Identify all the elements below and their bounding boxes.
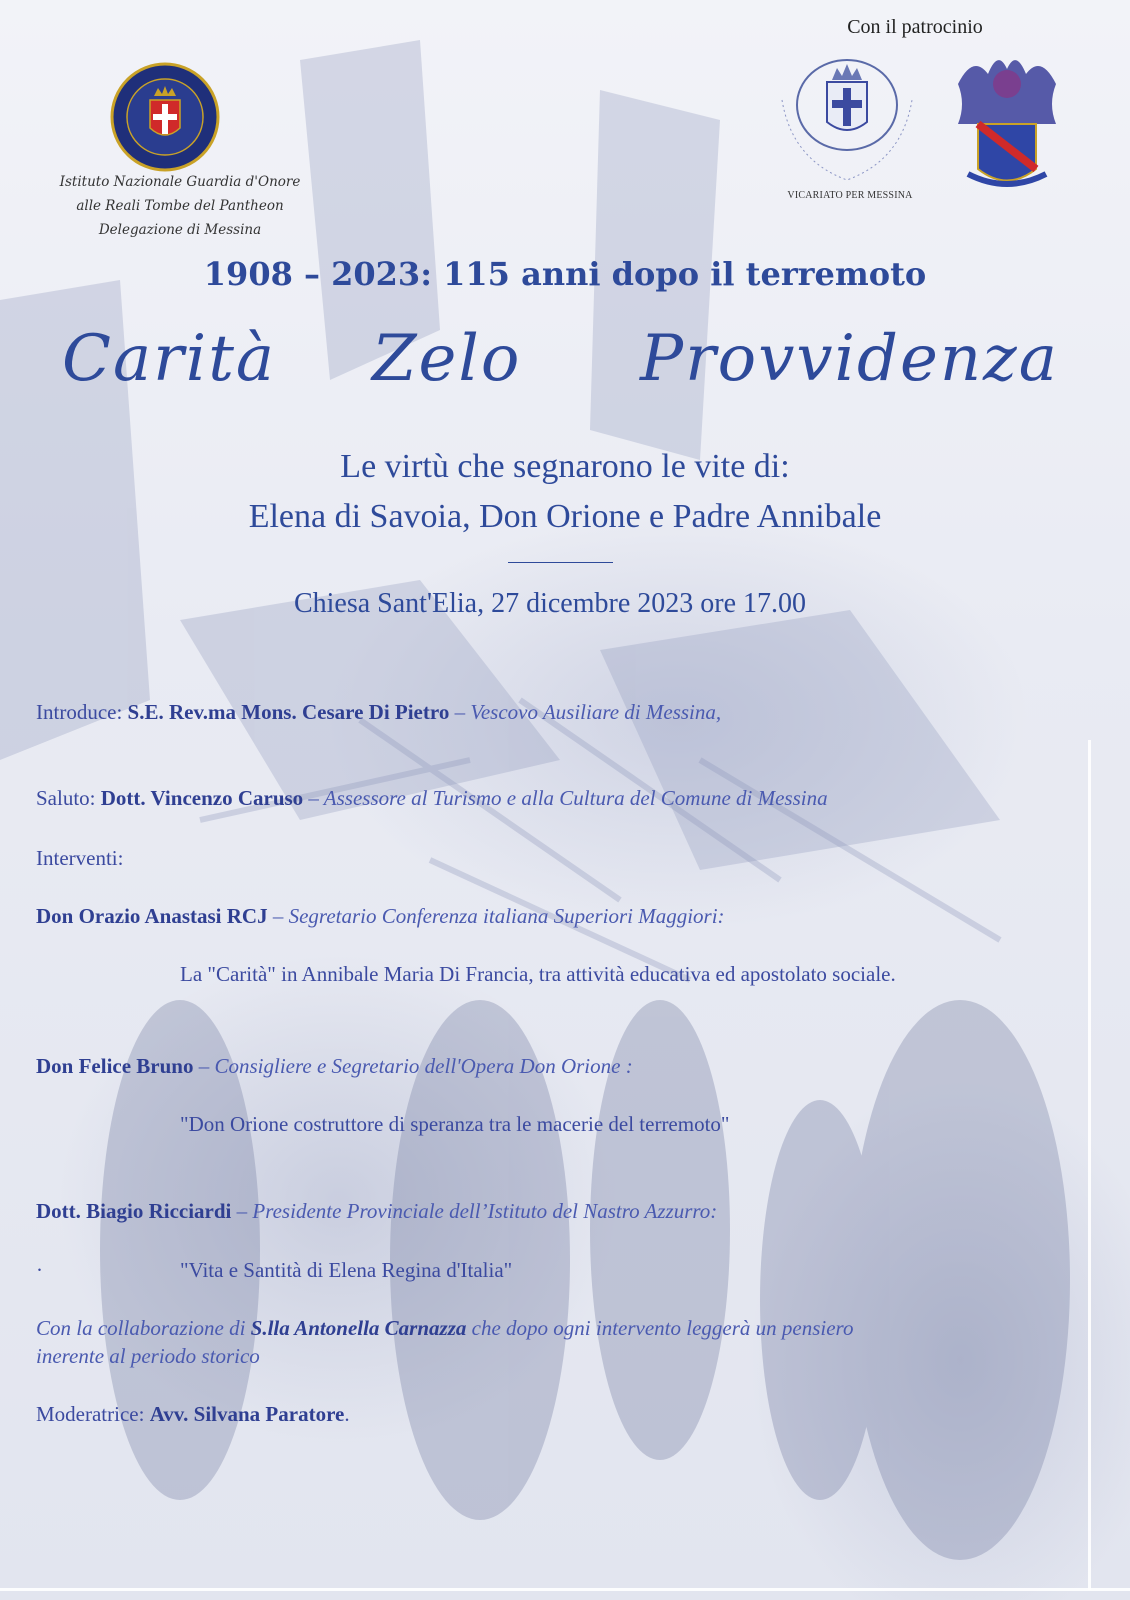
speaker-2-topic: "Don Orione costruttore di speranza tra le macerie del terremoto" (180, 1112, 730, 1136)
saluto-label: Saluto: (36, 786, 101, 810)
speaker-1 (36, 904, 1116, 929)
moderatrice-label: Moderatrice: (36, 1402, 150, 1426)
speaker-2 (36, 1054, 1116, 1079)
collaboration-line-2: inerente al periodo storico (36, 1344, 260, 1368)
moderatrice (36, 1402, 1116, 1427)
speaker-2-role: – Consigliere e Segretario dell'Opera Don Orione : (193, 1054, 633, 1078)
headline: 1908 – 2023: 115 anni dopo il terremoto (203, 255, 927, 293)
moderatrice-end: . (344, 1402, 350, 1426)
institute-line-1: Istituto Nazionale Guardia d'Onore (59, 174, 301, 190)
introduce-name: S.E. Rev.ma Mons. Cesare Di Pietro (127, 700, 450, 724)
nastro-azzurro-crest-icon (948, 44, 1066, 194)
subtitle-line-2: Elena di Savoia, Don Orione e Padre Annibale (248, 498, 882, 535)
ordini-dinastici-crest-icon (762, 40, 932, 190)
speaker-1-name: Don Orazio Anastasi RCJ (36, 904, 268, 928)
collaboration-line-1 (36, 1316, 1116, 1341)
virtue-provvidenza: Provvidenza (640, 322, 1059, 396)
speaker-3-role: – Presidente Provinciale dell’Istituto del Nastro Azzurro: (231, 1199, 718, 1223)
introduce-label: Introduce: (36, 700, 128, 724)
speaker-3-bullet: · (36, 1258, 43, 1282)
collab-prefix: Con la collaborazione di (36, 1316, 251, 1340)
saluto-role: – Assessore al Turismo e alla Cultura del Comune di Messina (303, 786, 828, 810)
collab-name: S.lla Antonella Carnazza (250, 1316, 467, 1340)
speaker-3 (36, 1199, 1116, 1224)
introduce-role: – Vescovo Ausiliare di Messina, (449, 700, 722, 724)
speaker-1-topic: La "Carità" in Annibale Maria Di Francia, tra attività educativa ed apostolato sociale. (180, 962, 896, 986)
guardia-onore-seal-icon (110, 62, 220, 172)
patrocinio-label: Con il patrocinio (847, 16, 983, 38)
speaker-2-name: Don Felice Bruno (36, 1054, 194, 1078)
program-saluto (36, 786, 1116, 811)
collab-suffix: che dopo ogni intervento leggerà un pensiero (466, 1316, 854, 1340)
speaker-3-name: Dott. Biagio Ricciardi (36, 1199, 232, 1223)
divider (508, 562, 613, 563)
speaker-1-role: – Segretario Conferenza italiana Superiori Maggiori: (267, 904, 725, 928)
program-introduce (36, 700, 1116, 725)
institute-name (20, 170, 340, 242)
subtitle-line-1: Le virtù che segnarono le vite di: (340, 448, 790, 485)
virtue-carita: Carità (62, 322, 277, 396)
moderatrice-name: Avv. Silvana Paratore (149, 1402, 345, 1426)
institute-line-2: alle Reali Tombe del Pantheon (76, 198, 284, 214)
interventi-label: Interventi: (36, 846, 124, 870)
virtue-zelo: Zelo (372, 322, 522, 396)
saluto-name: Dott. Vincenzo Caruso (100, 786, 304, 810)
speaker-3-topic: "Vita e Santità di Elena Regina d'Italia" (180, 1258, 513, 1282)
venue-date: Chiesa Sant'Elia, 27 dicembre 2023 ore 17.00 (293, 588, 807, 619)
institute-line-3: Delegazione di Messina (98, 222, 262, 238)
vicariato-label: VICARIATO PER MESSINA (787, 190, 913, 201)
